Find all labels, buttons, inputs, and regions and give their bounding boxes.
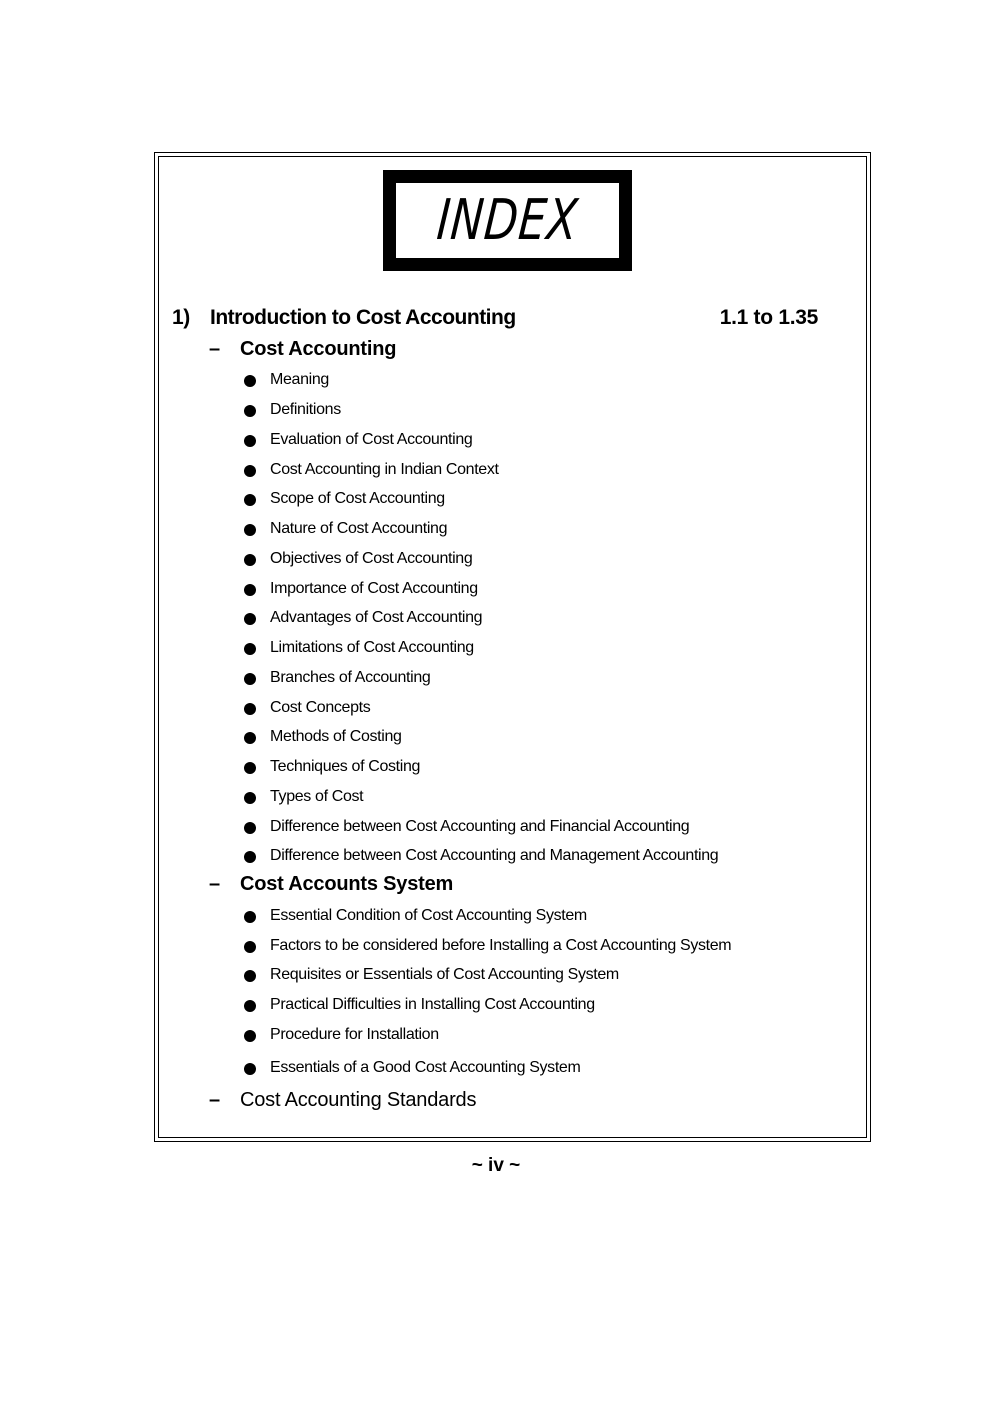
bullet-icon — [244, 732, 256, 744]
bullet-icon — [244, 435, 256, 447]
chapter-title: Introduction to Cost Accounting — [210, 306, 516, 329]
bullet-icon — [244, 554, 256, 566]
list-item-label: Techniques of Costing — [270, 758, 421, 775]
bullet-icon — [244, 1030, 256, 1042]
bullet-icon — [244, 703, 256, 715]
list-item-label: Scope of Cost Accounting — [270, 490, 445, 507]
bullet-icon — [244, 613, 256, 625]
chapter-heading — [172, 306, 822, 334]
section-title: Cost Accounting Standards — [240, 1089, 477, 1111]
page-number: ~ iv ~ — [471, 1155, 521, 1176]
chapter-pages: 1.1 to 1.35 — [719, 306, 818, 329]
bullet-icon — [244, 1063, 256, 1075]
bullet-icon — [244, 375, 256, 387]
index-title-box — [383, 170, 632, 271]
bullet-icon — [244, 762, 256, 774]
bullet-icon — [244, 1000, 256, 1012]
list-item-label: Difference between Cost Accounting and Management Accounting — [270, 847, 719, 864]
list-item-label: Types of Cost — [270, 788, 364, 805]
list-item-label: Procedure for Installation — [270, 1026, 439, 1043]
bullet-icon — [244, 941, 256, 953]
bullet-icon — [244, 584, 256, 596]
list-item-label: Branches of Accounting — [270, 669, 431, 686]
bullet-icon — [244, 792, 256, 804]
section-dash: – — [209, 338, 221, 360]
list-item-label: Cost Accounting in Indian Context — [270, 461, 499, 478]
page-border — [154, 152, 871, 1142]
bullet-icon — [244, 524, 256, 536]
section-title: Cost Accounts System — [240, 873, 454, 895]
list-item-label: Methods of Costing — [270, 728, 402, 745]
list-item-label: Cost Concepts — [270, 699, 371, 716]
section-title: Cost Accounting — [240, 338, 397, 360]
bullet-icon — [244, 851, 256, 863]
list-item-label: Meaning — [270, 371, 329, 388]
bullet-icon — [244, 494, 256, 506]
bullet-icon — [244, 643, 256, 655]
list-item-label: Limitations of Cost Accounting — [270, 639, 474, 656]
list-item-label: Definitions — [270, 401, 341, 418]
bullet-icon — [244, 673, 256, 685]
chapter-number: 1) — [172, 306, 190, 329]
list-item-label: Evaluation of Cost Accounting — [270, 431, 473, 448]
index-title: INDEX — [434, 188, 581, 253]
list-item-label: Nature of Cost Accounting — [270, 520, 448, 537]
section-dash: – — [209, 873, 221, 895]
list-item-label: Objectives of Cost Accounting — [270, 550, 473, 567]
bullet-icon — [244, 911, 256, 923]
list-item-label: Essential Condition of Cost Accounting System — [270, 907, 587, 924]
bullet-icon — [244, 822, 256, 834]
list-item-label: Practical Difficulties in Installing Cost Accounting — [270, 996, 595, 1013]
list-item-label: Advantages of Cost Accounting — [270, 609, 483, 626]
page-border-inner — [158, 156, 867, 1138]
list-item-label: Importance of Cost Accounting — [270, 580, 478, 597]
bullet-icon — [244, 465, 256, 477]
list-item-label: Essentials of a Good Cost Accounting System — [270, 1059, 581, 1076]
bullet-icon — [244, 970, 256, 982]
section-dash: – — [209, 1089, 221, 1111]
list-item-label: Factors to be considered before Installing a Cost Accounting System — [270, 937, 732, 954]
list-item-label: Requisites or Essentials of Cost Accounting System — [270, 966, 619, 983]
list-item-label: Difference between Cost Accounting and Financial Accounting — [270, 818, 690, 835]
bullet-icon — [244, 405, 256, 417]
